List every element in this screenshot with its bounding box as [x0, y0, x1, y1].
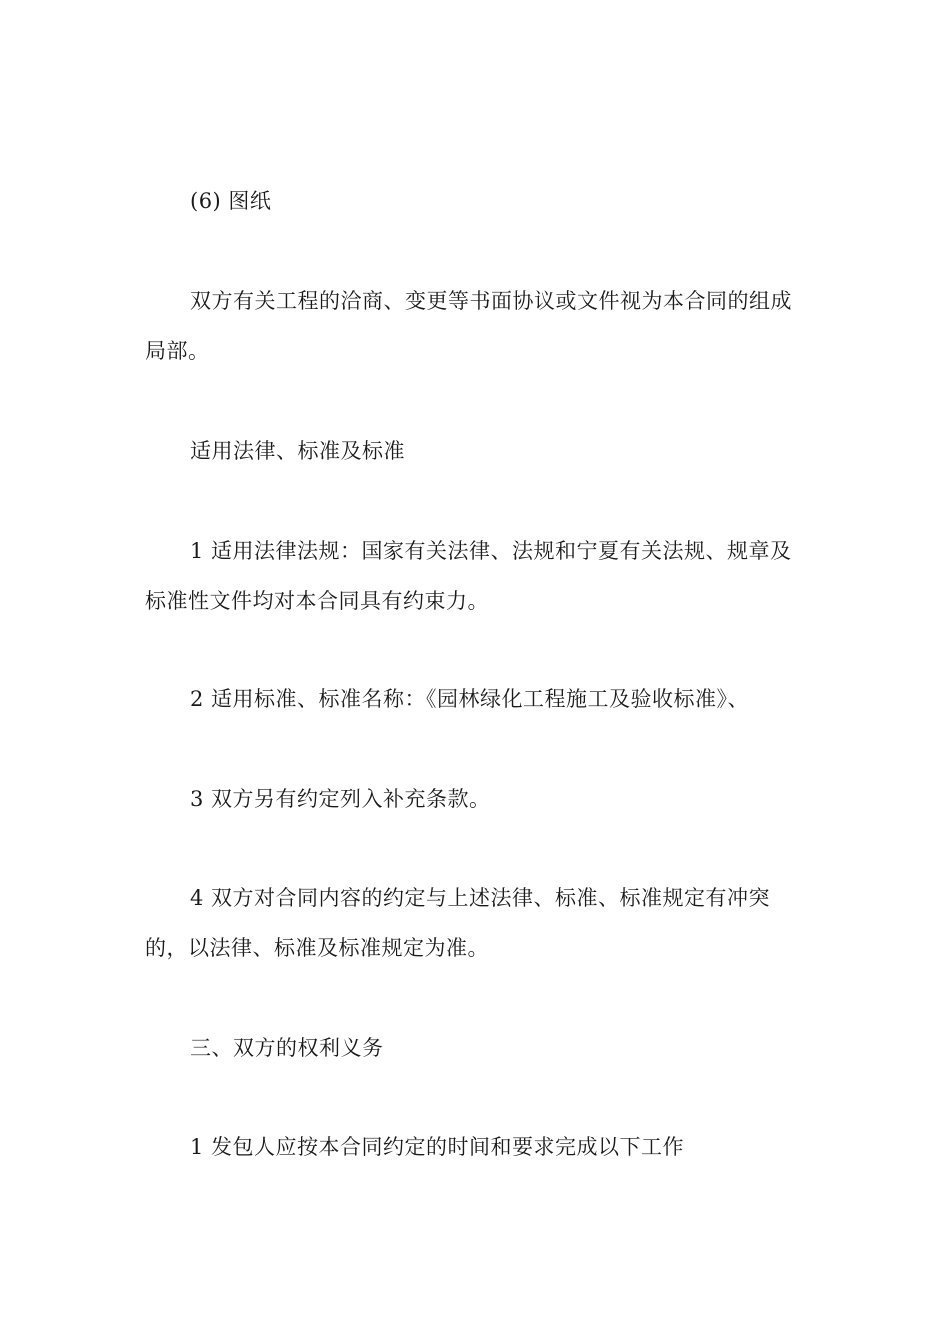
paragraph-employer-duties: 1 发包人应按本合同约定的时间和要求完成以下工作	[190, 1135, 685, 1159]
paragraph-law-2: 2 适用标准、标准名称：《园林绿化工程施工及验收标准》、	[190, 687, 750, 711]
section-heading-rights-obligations: 三、双方的权利义务	[190, 1036, 384, 1060]
paragraph-drawings: (6) 图纸	[190, 189, 272, 213]
paragraph-agreements: 双方有关工程的洽商、变更等书面协议或文件视为本合同的组成局部。	[145, 289, 792, 363]
paragraph-law-1: 1 适用法律法规：国家有关法律、法规和宁夏有关法规、规章及标准性文件均对本合同具有约束力。	[145, 539, 792, 613]
paragraph-law-4: 4 双方对合同内容的约定与上述法律、标准、标准规定有冲突的，以法律、标准及标准规定为准。	[145, 886, 771, 960]
paragraph-law-3: 3 双方另有约定列入补充条款。	[190, 787, 491, 811]
section-heading-applicable-law: 适用法律、标准及标准	[190, 439, 405, 463]
